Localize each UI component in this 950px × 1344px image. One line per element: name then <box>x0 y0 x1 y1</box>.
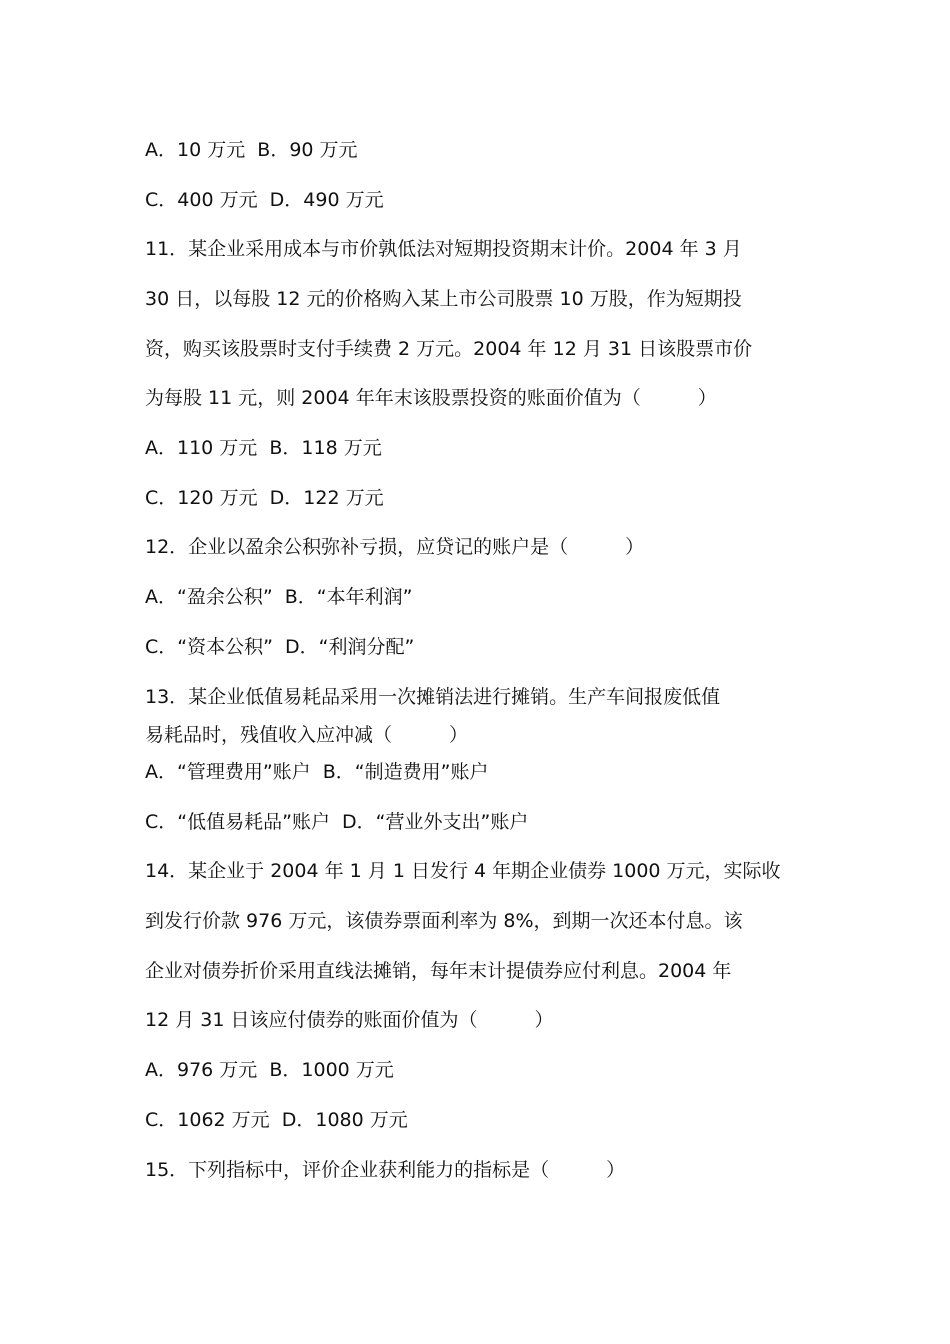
q11-options-ab: A．110 万元 B．118 万元 <box>145 437 382 459</box>
q13-options-cd: C．“低值易耗品”账户 D．“营业外支出”账户 <box>145 811 529 833</box>
q13-options-ab: A．“管理费用”账户 B．“制造费用”账户 <box>145 761 489 783</box>
q12-options-ab: A．“盈余公积” B．“本年利润” <box>145 586 413 608</box>
q14-text-line-3: 企业对债券折价采用直线法摊销，每年末计提债券应付利息。2004 年 <box>145 960 732 982</box>
q14-text-line-2: 到发行价款 976 万元，该债券票面利率为 8%，到期一次还本付息。该 <box>145 910 743 932</box>
q14-text-line-4: 12 月 31 日该应付债券的账面价值为（ ） <box>145 1009 554 1031</box>
q14-text-line-1: 14．某企业于 2004 年 1 月 1 日发行 4 年期企业债券 1000 万元，实际收 <box>145 860 781 882</box>
q12-text: 12．企业以盈余公积弥补亏损，应贷记的账户是（ ） <box>145 536 645 558</box>
q14-options-ab: A．976 万元 B．1000 万元 <box>145 1059 394 1081</box>
q13-text-line-1: 13．某企业低值易耗品采用一次摊销法进行摊销。生产车间报废低值 <box>145 686 721 708</box>
q13-text-line-2: 易耗品时，残值收入应冲减（ ） <box>145 724 469 746</box>
q14-options-cd: C．1062 万元 D．1080 万元 <box>145 1109 408 1131</box>
q11-text-line-3: 资，购买该股票时支付手续费 2 万元。2004 年 12 月 31 日该股票市价 <box>145 338 753 360</box>
q11-text-line-2: 30 日，以每股 12 元的价格购入某上市公司股票 10 万股，作为短期投 <box>145 288 742 310</box>
q15-text: 15．下列指标中，评价企业获利能力的指标是（ ） <box>145 1159 626 1181</box>
q11-text-line-4: 为每股 11 元，则 2004 年年末该股票投资的账面价值为（ ） <box>145 387 717 409</box>
q11-options-cd: C．120 万元 D．122 万元 <box>145 487 384 509</box>
q10-options-ab: A．10 万元 B．90 万元 <box>145 139 358 161</box>
q11-text-line-1: 11．某企业采用成本与市价孰低法对短期投资期末计价。2004 年 3 月 <box>145 238 742 260</box>
q12-options-cd: C．“资本公积” D．“利润分配” <box>145 636 415 658</box>
q10-options-cd: C．400 万元 D．490 万元 <box>145 189 384 211</box>
